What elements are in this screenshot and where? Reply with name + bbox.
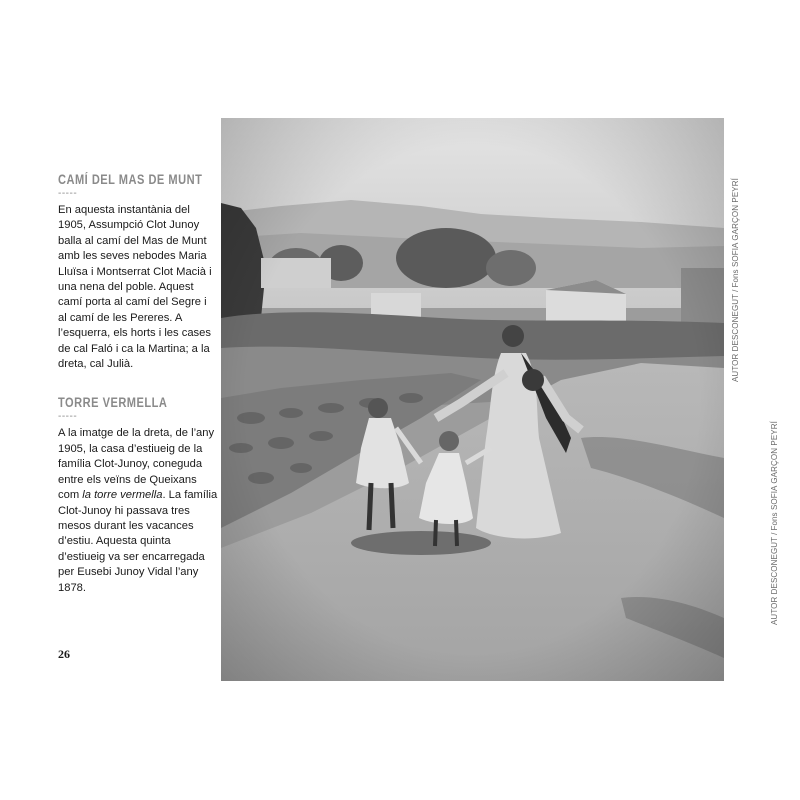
title-dashes: ----- [58, 188, 78, 199]
credit-separator: / [770, 532, 779, 535]
section-body [58, 426, 218, 595]
page-number: 26 [58, 647, 70, 661]
credit-author: AUTOR DESCONEGUT [731, 293, 740, 382]
credit-author: AUTOR DESCONEGUT [770, 536, 779, 625]
photo-illustration [221, 118, 724, 681]
historic-photograph [221, 118, 724, 681]
credit-fons: Fons SOFIA GARÇON PEYRÍ [731, 178, 740, 288]
section-title: TORRE VERMELLA [58, 395, 168, 411]
title-dashes: ----- [58, 411, 78, 423]
photo-credit [731, 178, 740, 382]
photo-credit [770, 421, 779, 625]
section-cami-mas-de-munt [58, 172, 218, 372]
section-torre-vermella [58, 395, 218, 595]
text-column [58, 172, 218, 596]
section-body: En aquesta instantània del 1905, Assumpció Clot Junoy balla al camí del Mas de Munt amb les seves nebodes Maria Lluïsa i Montserrat Clot Macià i una nena del poble. Aquest camí porta al camí del Segre i al camí de les Pereres. A l’esquerra, els horts i les cases de cal Faló i ca la Martina; a la dreta, cal Julià. [58, 204, 212, 371]
body-text-italic: la torre vermella [82, 489, 163, 502]
section-title: CAMÍ DEL MAS DE MUNT [58, 172, 203, 187]
body-text-part: A la imatge de la dreta, de l’any 1905, la casa d’estiueig de la família Clot-Junoy, coneguda entre els veïns de Queixans com [58, 427, 215, 502]
body-text-part: . La família Clot-Junoy hi passava tres mesos durant les vacances d’estiu. Aquesta quinta d’estiueig va ser encarregada per Eusebi Junoy Vidal l’any 1878. [58, 489, 218, 594]
credit-fons: Fons SOFIA GARÇON PEYRÍ [770, 421, 779, 531]
credit-separator: / [731, 289, 740, 292]
